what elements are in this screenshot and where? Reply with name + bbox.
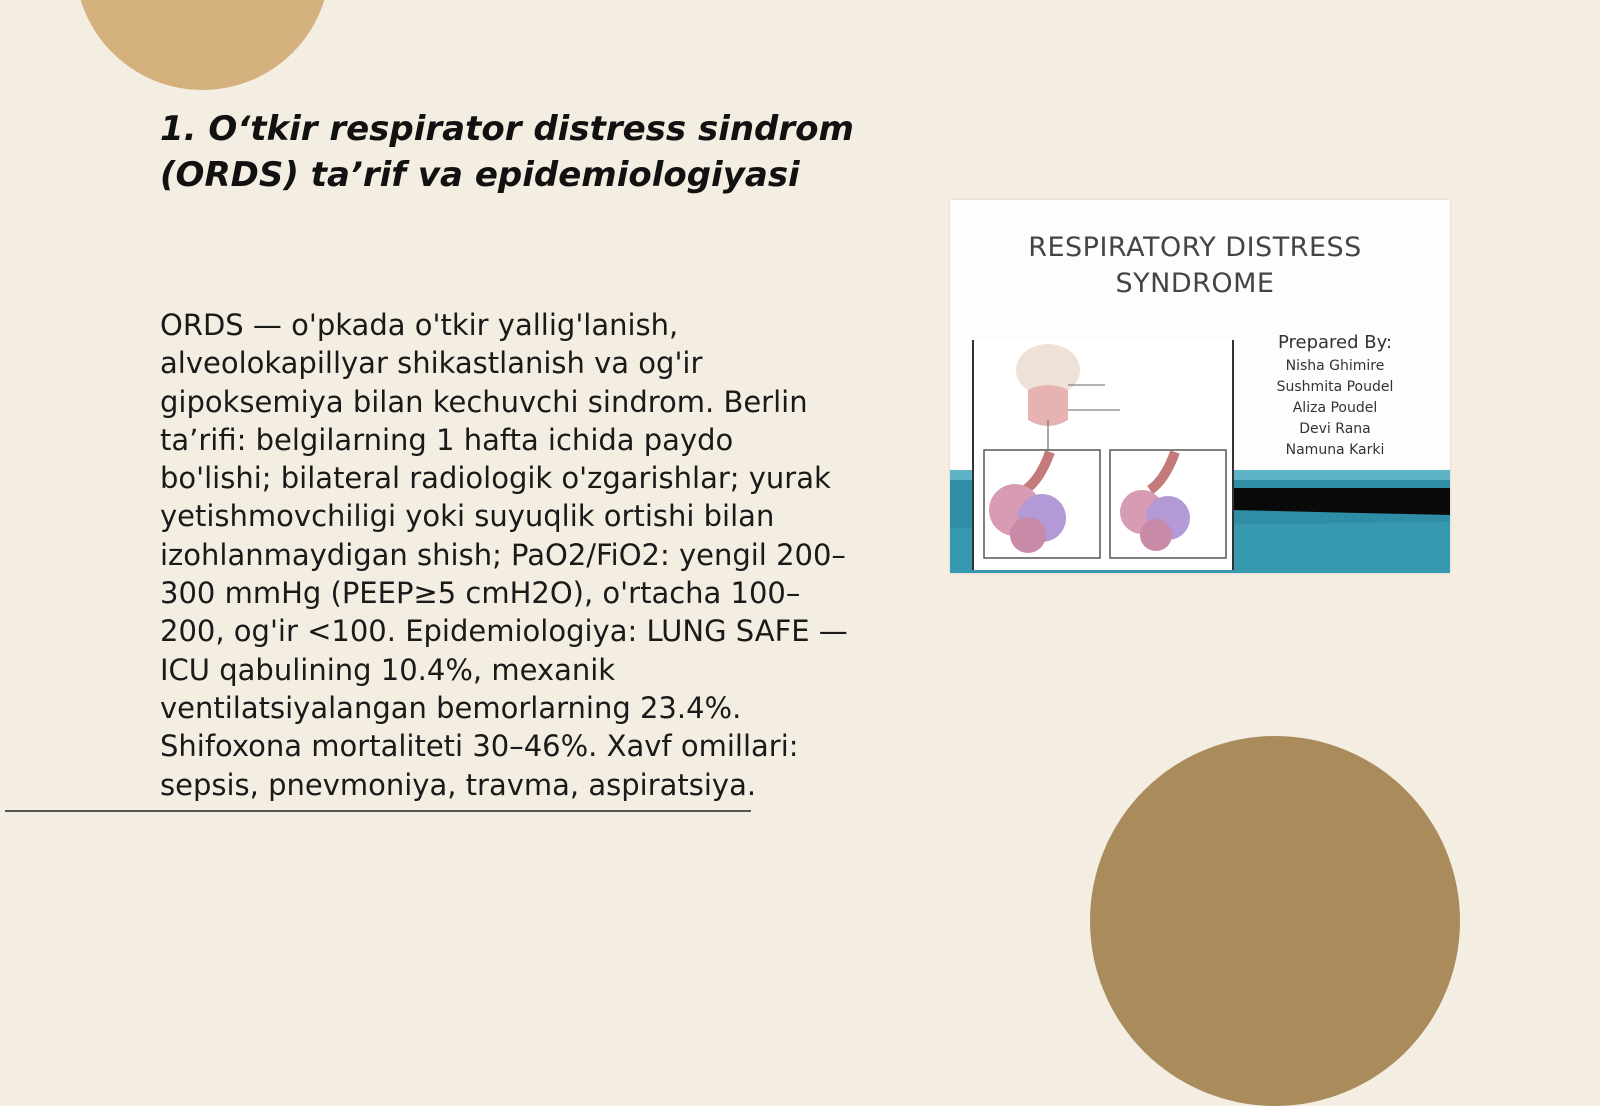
figure-title	[950, 230, 1440, 302]
author-name: Namuna Karki	[1285, 442, 1385, 458]
figure-title-line2: SYNDROME	[1115, 268, 1275, 299]
author-name: Devi Rana	[1299, 421, 1371, 437]
prepared-by-heading: Prepared By:	[1277, 332, 1393, 353]
decorative-circle-bottom	[1090, 736, 1460, 1106]
rds-title-slide-image	[950, 200, 1450, 573]
prepared-by-block	[1265, 330, 1405, 461]
slide-body-text: ORDS — o'pkada o'tkir yallig'lanish, alveolokapillyar shikastlanish va og'ir gipoksemiya bilan kechuvchi sindrom. Berlin ta’rifi: belgilarning 1 hafta ichida paydo bo'lishi; bilateral radiologik o'zgarishlar; yurak yetishmovchiligi yoki suyuqlik ortishi bilan izohlanmaydigan shish; PaO2/FiO2: yengil 200–300 mmHg (PEEP≥5 cmH2O), o'rtacha 100–200, og'ir <100. Epidemiologiya: LUNG SAFE — ICU qabulining 10.4%, mexanik ventilatsiyalangan bemorlarning 23.4%. Shifoxona mortaliteti 30–46%. Xavf omillari: sepsis, pnevmoniya, travma, aspiratsiya.	[160, 308, 848, 802]
decorative-circle-top	[75, 0, 330, 90]
author-name: Sushmita Poudel	[1276, 379, 1394, 395]
author-name: Nisha Ghimire	[1285, 358, 1385, 374]
author-name: Aliza Poudel	[1292, 400, 1378, 416]
lung-alveoli-illustration-icon	[970, 340, 1235, 570]
figure-title-line1: RESPIRATORY DISTRESS	[1028, 232, 1362, 263]
slide-title: 1. O‘tkir respirator distress sindrom (ORDS) ta’rif va epidemiologiyasi	[160, 109, 854, 195]
divider-line	[5, 810, 751, 812]
